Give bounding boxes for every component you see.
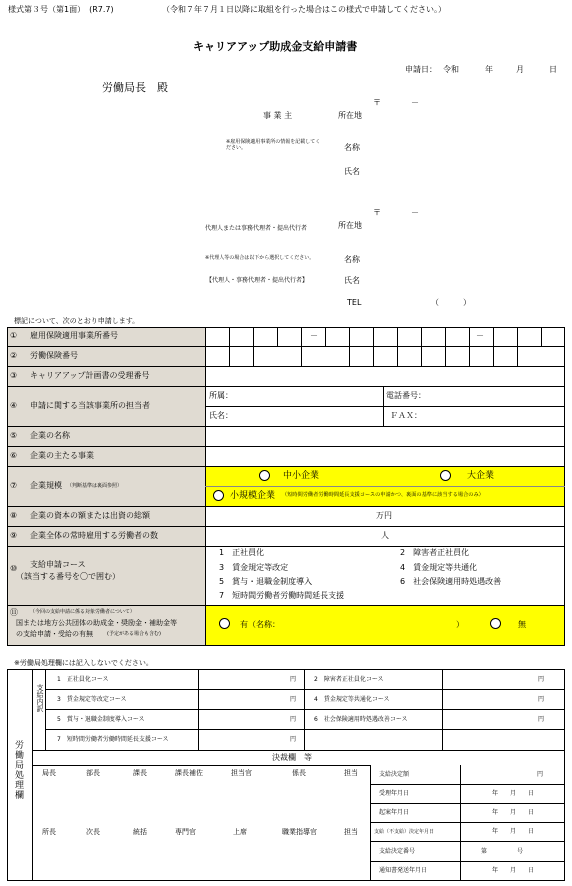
approver-bottom-5: 上席 [233,828,247,836]
row4-label: 申請に関する当該事業所の担当者 [30,401,150,410]
row2-label: 労働保険番号 [30,351,78,360]
course-6[interactable]: 6 社会保険適用時処遇改善 [400,577,502,586]
row7-note: （判断基準は裏面参照） [67,483,123,489]
small-radio[interactable] [213,490,224,501]
info-value-4: 年 月 日 [492,828,535,835]
breakdown-yen-2: 円 [538,676,545,683]
subsidy-yes-radio[interactable] [219,618,230,629]
date-day: 日 [549,65,557,74]
approver-bottom-4: 専門官 [175,828,196,836]
tel-paren: （ ） [431,298,471,307]
form-notice: （令和７年７月１日以降に取組を行った場合はこの様式で申請してください。） [162,5,446,14]
row7-no: ⑦ [10,481,18,490]
breakdown-item-2: 2 障害者正社員化コース [314,676,384,683]
info-value-2: 年 月 日 [492,790,535,797]
info-label-3: 起案年月日 [379,809,410,816]
agent-address-label: 所在地 [338,221,362,230]
postal-mark: 〒 [373,98,381,107]
small-label: 小規模企業 [230,491,276,501]
row11-label3: の支給申請・受給の有無 [16,630,93,638]
employer-note: ※雇用保険適用事業所の情報を記載してください。 [226,139,321,151]
sme-label: 中小企業 [283,471,320,481]
office-side-label: 労働局処理欄 [13,740,23,800]
breakdown-yen-4: 円 [538,696,545,703]
course-2[interactable]: 2 障害者正社員化 [400,548,470,557]
breakdown-item-3: 3 賃金規定等改定コース [57,696,127,703]
row6-label: 企業の主たる事業 [30,451,94,460]
info-value-5: 第 号 [481,848,524,855]
date-label: 申請日： [405,65,437,74]
breakdown-item-1: 1 正社員化コース [57,676,109,683]
agent-note: ※代理人等の場合は以下から選択してください。 [205,255,315,261]
row1-label: 雇用保険適用事業所番号 [30,331,118,340]
row1-dash-2: － [476,331,484,340]
sme-radio[interactable] [259,470,270,481]
course-4[interactable]: 4 賃金規定等共通化 [400,563,478,572]
form-number: 様式第３号（第1面） (R7.7) [8,5,114,14]
breakdown-yen-5: 円 [290,716,297,723]
row11-label2: 国または地方公共団体の助成金・奨励金・補助金等 [16,619,177,627]
row8-label: 企業の資本の額または出資の総額 [30,511,150,520]
subsidy-yes-label: 有（名称： [240,620,280,629]
contact-name-label: 氏名： [209,411,233,420]
approver-top-3: 課長 [133,769,147,777]
approver-bottom-7: 担当 [344,828,358,836]
capital-unit: 万円 [376,511,392,520]
breakdown-item-6: 6 社会保険適用時処遇改善コース [314,716,408,723]
info-value-3: 年 月 日 [492,809,535,816]
info-label-1: 支給決定額 [379,771,410,778]
row8-no: ⑧ [10,511,18,520]
date-month: 月 [516,65,524,74]
breakdown-item-7: 7 短時間労働者労働時間延長支援コース [57,736,169,743]
approver-bottom-1: 所長 [42,828,56,836]
row3-no: ③ [10,371,18,380]
row10-no: ⑩ [10,564,18,573]
row6-no: ⑥ [10,451,18,460]
agent-postal-dash: － [411,208,419,217]
info-label-4: 支給（不支給）決定年月日 [374,829,435,835]
addressee: 労働局長 殿 [102,81,168,94]
row11-no: ⑪ [10,608,18,617]
date-era: 令和 [443,65,459,74]
row5-no: ⑤ [10,431,18,440]
approver-bottom-3: 統括 [133,828,147,836]
course-1[interactable]: 1 正社員化 [219,548,265,557]
row11-label: （今回の支給申請に係る対象労働者について） [30,609,135,615]
breakdown-label: 支給内訳 [36,684,44,712]
breakdown-item-4: 4 賃金規定等共通化コース [314,696,390,703]
row1-dash-1: － [310,331,318,340]
form-title: キャリアアップ助成金支給申請書 [193,40,358,53]
postal-dash: － [411,98,419,107]
row11-label3-note: (予定がある場合も含む) [107,631,161,637]
breakdown-yen-3: 円 [290,696,297,703]
contact-dept-label: 所属： [209,391,233,400]
breakdown-yen-7: 円 [290,736,297,743]
info-label-5: 支給決定番号 [379,848,416,855]
agent-choice[interactable]: 【代理人・事務代理者・提出代行者】 [206,277,309,284]
agent-label: 代理人または事務代理者・提出代行者 [205,225,308,232]
approver-top-5: 担当官 [231,769,252,777]
row10-label2: （該当する番号を〇で囲む） [16,572,120,581]
row10-label: 支給申請コース [30,560,86,569]
approver-top-4: 課長補佐 [175,769,203,777]
subsidy-no-radio[interactable] [490,618,501,629]
row4-no: ④ [10,401,18,410]
agent-person-label: 氏名 [344,276,360,285]
decision-title: 決裁欄 等 [272,753,312,762]
approver-bottom-6: 職業指導官 [282,828,317,836]
tel-label: TEL [347,298,362,307]
row9-no: ⑨ [10,531,18,540]
address-label: 所在地 [338,111,362,120]
breakdown-item-5: 5 賞与・退職金制度導入コース [57,716,145,723]
subsidy-no-label: 無 [518,620,526,629]
office-note: ※労働局処理欄には記入しないでください。 [14,659,153,667]
subsidy-close-paren: ） [456,620,464,629]
row9-label: 企業全体の常時雇用する労働者の数 [30,531,158,540]
name-label: 名称 [344,143,360,152]
agent-name-label: 名称 [344,255,360,264]
info-label-6: 通知書発送年月日 [379,867,428,874]
course-3[interactable]: 3 賃金規定等改定 [219,563,289,572]
row5-label: 企業の名称 [30,431,70,440]
small-note: （短時間労働者労働時間延長支援コースの申請かつ、裏面の基準に該当する場合のみ） [282,492,484,498]
intro-text: 標記について、次のとおり申請します。 [14,317,140,325]
employer-label: 事 業 主 [263,111,293,120]
row1-no: ① [10,331,18,340]
approver-top-7: 担当 [344,769,358,777]
approver-top-2: 部長 [86,769,100,777]
large-label: 大企業 [467,471,495,481]
large-radio[interactable] [440,470,451,481]
course-5[interactable]: 5 賞与・退職金制度導入 [219,577,313,586]
course-7[interactable]: 7 短時間労働者労働時間延長支援 [219,591,345,600]
breakdown-yen-1: 円 [290,676,297,683]
approver-top-1: 局長 [42,769,56,777]
breakdown-yen-6: 円 [538,716,545,723]
agent-postal-mark: 〒 [373,208,381,217]
person-label: 氏名 [344,167,360,176]
contact-fax-label: ＦＡＸ： [390,411,422,420]
row7-label: 企業規模 [30,481,62,490]
contact-phone-label: 電話番号： [386,391,426,400]
info-value-6: 年 月 日 [492,867,535,874]
date-year: 年 [485,65,493,74]
approver-top-6: 係長 [292,769,306,777]
workers-unit: 人 [381,531,389,540]
row2-no: ② [10,351,18,360]
info-label-2: 受理年月日 [379,790,410,797]
row3-label: キャリアアップ計画書の受理番号 [30,371,150,380]
approver-bottom-2: 次長 [86,828,100,836]
info-value-1: 円 [537,771,544,778]
